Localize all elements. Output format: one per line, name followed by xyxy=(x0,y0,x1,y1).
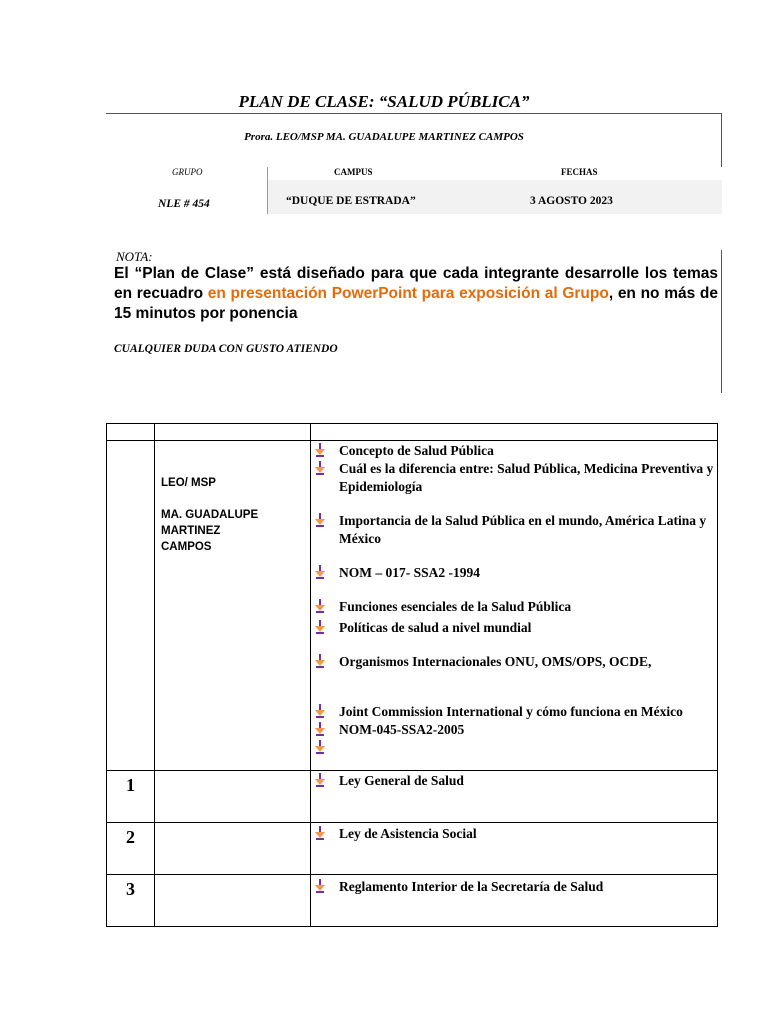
arrow-down-bullet-icon xyxy=(315,773,325,787)
fechas-value: 3 AGOSTO 2023 xyxy=(530,195,613,207)
topic-text: Cuál es la diferencia entre: Salud Pública, Medicina Preventiva y Epidemiología xyxy=(339,461,714,494)
table-cell xyxy=(311,424,718,441)
nota-text-part-1: El “Plan de Clase” está diseñado para que cada integrante desarrolle los temas en recuadro xyxy=(114,265,718,302)
row-number: 1 xyxy=(107,771,155,823)
header-top-border xyxy=(106,113,722,114)
list-item xyxy=(311,619,717,637)
topic-text: Funciones esenciales de la Salud Pública xyxy=(339,599,572,614)
row-number: 2 xyxy=(107,823,155,875)
nota-text-part-2: , en no más de 15 minutos por ponencia xyxy=(114,285,718,322)
nota-text xyxy=(114,264,718,324)
table-cell xyxy=(311,875,718,927)
table-cell xyxy=(311,823,718,875)
topic-text: Políticas de salud a nivel mundial xyxy=(339,620,532,635)
table-cell xyxy=(155,823,311,875)
table-row xyxy=(107,441,718,771)
topic-text: Ley General de Salud xyxy=(339,773,464,788)
topic-text: Reglamento Interior de la Secretaría de Salud xyxy=(339,879,604,894)
campus-header: CAMPUS xyxy=(334,167,373,177)
page-title: PLAN DE CLASE: “SALUD PÚBLICA” xyxy=(238,92,530,111)
topic-text: NOM-045-SSA2-2005 xyxy=(339,722,465,737)
row-number: 3 xyxy=(107,875,155,927)
list-item xyxy=(311,564,717,582)
presenter-title: LEO/ MSP xyxy=(161,477,216,489)
list-item xyxy=(311,878,717,896)
table-row xyxy=(107,875,718,927)
list-item xyxy=(311,739,717,753)
grupo-header: GRUPO xyxy=(172,167,203,177)
fechas-header: FECHAS xyxy=(561,167,598,177)
arrow-down-bullet-icon xyxy=(315,654,325,668)
list-item xyxy=(311,703,717,721)
arrow-down-bullet-icon xyxy=(315,704,325,718)
topic-text: NOM – 017- SSA2 -1994 xyxy=(339,565,480,580)
nota-text-highlight: en presentación PowerPoint para exposición al Grupo xyxy=(207,285,609,302)
table-cell xyxy=(155,875,311,927)
presenter-name-line: MA. GUADALUPE xyxy=(161,509,259,521)
arrow-down-bullet-icon xyxy=(315,513,325,527)
topic-text: Concepto de Salud Pública xyxy=(339,443,494,458)
topic-text: Importancia de la Salud Pública en el mundo, América Latina y México xyxy=(339,513,707,546)
list-item xyxy=(311,772,717,790)
arrow-down-bullet-icon xyxy=(315,443,325,457)
table-header-row xyxy=(107,424,718,441)
table-cell xyxy=(155,424,311,441)
table-cell xyxy=(155,771,311,823)
topic-list xyxy=(311,442,717,753)
list-item xyxy=(311,721,717,739)
grupo-value: NLE # 454 xyxy=(158,198,210,210)
arrow-down-bullet-icon xyxy=(315,565,325,579)
presenter-name-line: MARTINEZ xyxy=(161,525,221,537)
arrow-down-bullet-icon xyxy=(315,599,325,613)
campus-value: “DUQUE DE ESTRADA” xyxy=(286,195,416,207)
table-cell xyxy=(107,441,155,771)
nota-right-border xyxy=(721,250,722,393)
topic-text: Organismos Internacionales ONU, OMS/OPS, OCDE, xyxy=(339,654,652,669)
table-cell xyxy=(311,771,718,823)
topic-text: Ley de Asistencia Social xyxy=(339,826,477,841)
list-item xyxy=(311,512,717,548)
professor-line: Prora. LEO/MSP MA. GUADALUPE MARTINEZ CAMPOS xyxy=(244,131,524,143)
duda-note: CUALQUIER DUDA CON GUSTO ATIENDO xyxy=(114,343,338,355)
list-item xyxy=(311,442,717,460)
topic-text: Joint Commission International y cómo funciona en México xyxy=(339,704,683,719)
list-item xyxy=(311,460,717,496)
nota-label: NOTA: xyxy=(116,249,153,264)
presenter-cell xyxy=(155,441,311,771)
list-item xyxy=(311,653,717,671)
arrow-down-bullet-icon xyxy=(315,620,325,634)
list-item xyxy=(311,598,717,616)
arrow-down-bullet-icon xyxy=(315,740,325,754)
table-row xyxy=(107,771,718,823)
topics-cell xyxy=(311,441,718,771)
table-row xyxy=(107,823,718,875)
list-item xyxy=(311,825,717,843)
topics-table xyxy=(106,423,718,927)
arrow-down-bullet-icon xyxy=(315,722,325,736)
table-cell xyxy=(107,424,155,441)
presenter-name-line: CAMPOS xyxy=(161,541,212,553)
arrow-down-bullet-icon xyxy=(315,461,325,475)
arrow-down-bullet-icon xyxy=(315,826,325,840)
arrow-down-bullet-icon xyxy=(315,879,325,893)
